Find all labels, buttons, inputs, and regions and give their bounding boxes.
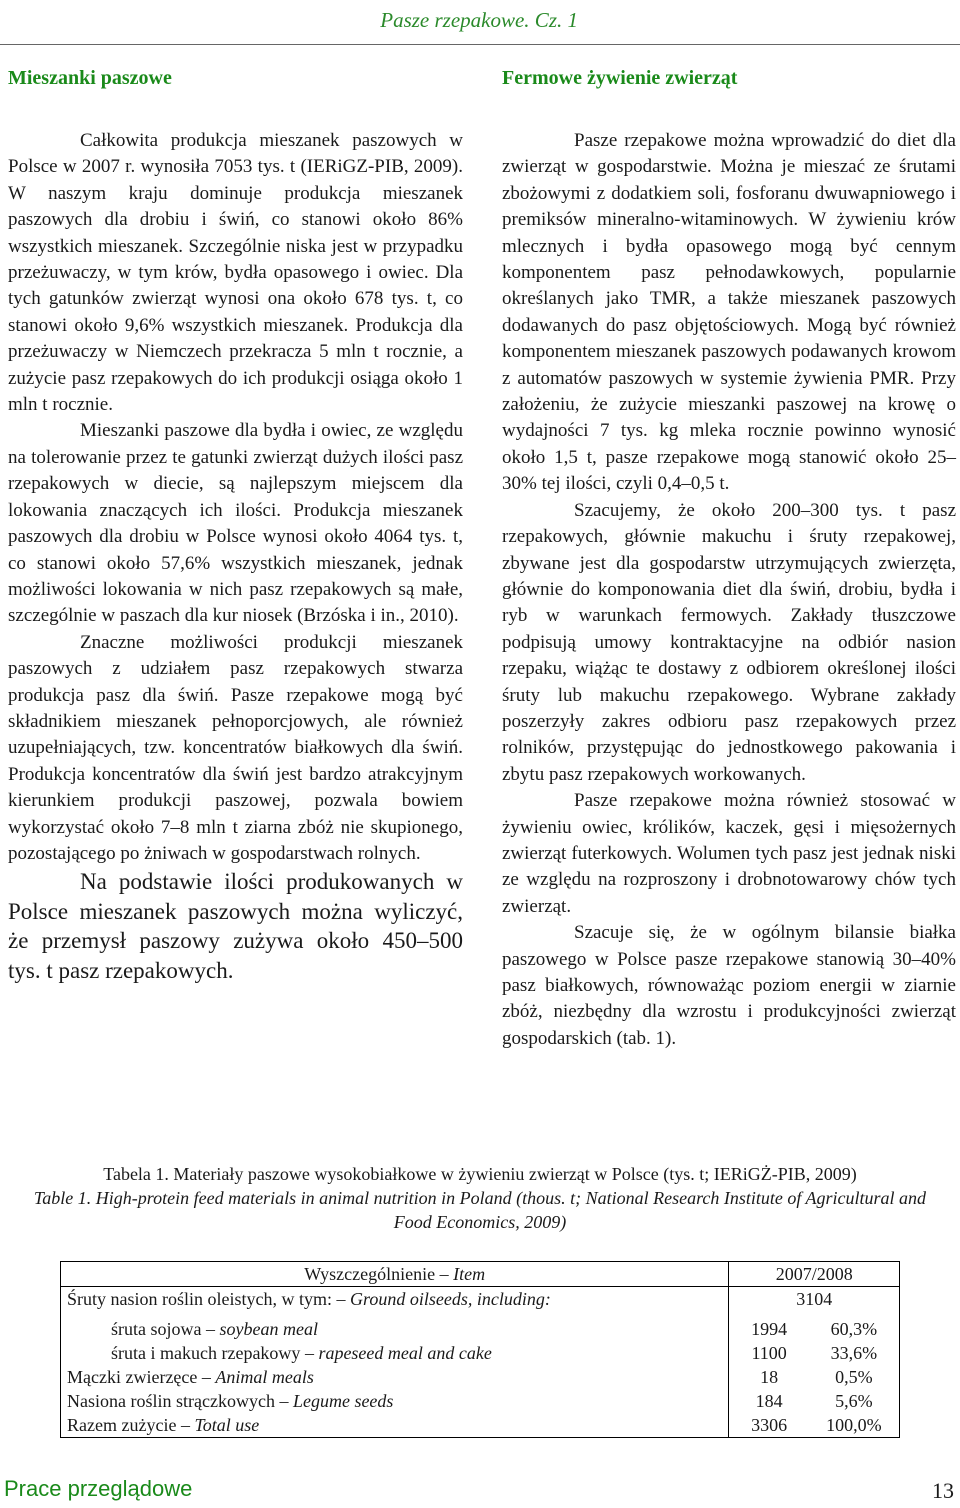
section-heading-feed-mixtures: Mieszanki paszowe: [8, 67, 172, 89]
row-label: śruta sojowa – soybean meal: [61, 1317, 729, 1341]
row-percent: 33,6%: [830, 1342, 878, 1363]
table-row: [61, 1389, 900, 1413]
row-percent: 5,6%: [835, 1390, 873, 1411]
row-label-en: Legume seeds: [292, 1390, 394, 1411]
header-item-pl: Wyszczególnienie: [304, 1263, 436, 1284]
row-label: Razem zużycie – Total use: [61, 1413, 729, 1438]
row-label-pl: Nasiona roślin strączkowych: [67, 1390, 275, 1411]
row-label-pl: śruta sojowa: [111, 1318, 202, 1339]
paragraph: Pasze rzepakowe można również stosować w żywieniu owiec, królików, kaczek, gęsi i mięsożernych zwierząt futerkowych. Wolumen tych pasz jest jednak niski ze względu na rozproszony i drobnotowarowy chów tych zwierząt.: [502, 790, 956, 917]
row-label-en: Total use: [194, 1414, 260, 1435]
table-caption: [30, 1162, 930, 1234]
paragraph: Całkowita produkcja mieszanek paszowych w Polsce w 2007 r. wynosiła 7053 tys. t (IERiGZ-PIB, 2009). W naszym kraju dominuje produkcja mieszanek paszowych dla drobiu i świń, co stanowi około 86% wszystkich mieszanek. Szczególnie niska jest w przypadku przeżuwaczy, w tym krów, bydła opasowego i owiec. Dla tych gatunków zwierząt wynosi ona około 678 tys. t, co stanowi około 9,6% wszystkich mieszanek. Produkcja dla przeżuwaczy w Niemczech przekracza 5 mln t rocznie, a zużycie pasz rzepakowych do ich produkcji osiąga około 1 mln t rocznie.: [8, 130, 463, 416]
row-label-en: Animal meals: [215, 1366, 314, 1387]
footer-section-label: Prace przeglądowe: [4, 1476, 193, 1501]
table-header-row: [61, 1262, 900, 1287]
row-percent: 0,5%: [835, 1366, 873, 1387]
table-caption-en: Table 1. High-protein feed materials in animal nutrition in Poland (thous. t; National Research Institute of Agricultural and Food Economics, 2009): [33, 1188, 927, 1232]
paragraph: Szacuje się, że w ogólnym bilansie białka paszowego w Polsce pasze rzepakowe stanowią 30–40% pasz białkowych, równoważąc poziom energii w ziarnie zbóż, niezbędny dla wzrostu i produkcyjności zwierząt gospodarskich (tab. 1).: [502, 922, 956, 1049]
left-column: [8, 66, 463, 985]
paragraph: Znaczne możliwości produkcji mieszanek paszowych z udziałem pasz rzepakowych stwarza produkcja pasz dla świń. Pasze rzepakowe mogą być składnikiem mieszanek pełnoporcjowych, ale również uzupełniających, tzw. koncentratów białkowych dla świń. Produkcja koncentratów dla świń jest bardzo atrakcyjnym kierunkiem produkcji paszowej, pozwala bowiem wykorzystać około 7–8 mln t ziarna zbóż nie skupionego, pozostającego po żniwach w gospodarstwach rolnych.: [8, 631, 463, 864]
table-row: [61, 1317, 900, 1341]
row-value: 3306: [751, 1414, 788, 1435]
table-caption-pl: Tabela 1. Materiały paszowe wysokobiałkowe w żywieniu zwierząt w Polsce (tys. t; IERiGŻ-PIB, 2009): [103, 1164, 857, 1184]
row-label: Mączki zwierzęce – Animal meals: [61, 1365, 729, 1389]
row-label-pl: Śruty nasion roślin oleistych, w tym:: [67, 1288, 332, 1309]
row-label: Nasiona roślin strączkowych – Legume seeds: [61, 1389, 729, 1413]
row-value: 1100: [751, 1342, 787, 1363]
feed-materials-table: [60, 1261, 900, 1438]
table-row-total: [61, 1413, 900, 1438]
header-rule: [0, 44, 960, 45]
table-row: [61, 1287, 900, 1312]
row-label-en: soybean meal: [219, 1318, 318, 1339]
row-value: 184: [755, 1390, 783, 1411]
row-label-en: Ground oilseeds, including:: [350, 1288, 551, 1309]
table-row: [61, 1365, 900, 1389]
row-value: 1994: [751, 1318, 788, 1339]
header-item-cell: Wyszczególnienie – Item: [61, 1262, 729, 1287]
row-percent: 60,3%: [830, 1318, 878, 1339]
row-label: Śruty nasion roślin oleistych, w tym: – Ground oilseeds, including:: [61, 1287, 729, 1312]
section-heading-farm-feeding: Fermowe żywienie zwierząt: [502, 67, 738, 89]
row-value: 3104: [796, 1288, 833, 1309]
paragraph: Mieszanki paszowe dla bydła i owiec, ze względu na tolerowanie przez te gatunki zwierząt dużych ilości pasz rzepakowych w diecie, są najlepszym miejscem dla lokowania znaczących ich ilości. Produkcja mieszanek paszowych dla drobiu w Polsce wynosi około 4064 tys. t, co stanowi około 57,6% wszystkich mieszanek, jednak możliwości lokowania w nich pasz rzepakowych są małe, szczególnie w paszach dla kur niosek (Brzóska i in., 2010).: [8, 420, 463, 627]
row-value: 18: [760, 1366, 779, 1387]
paragraph-summary: Na podstawie ilości produkowanych w Polsce mieszanek paszowych można wyliczyć, że przemysł paszowy zużywa około 450–500 tys. t pasz rzepakowych.: [8, 869, 463, 983]
paragraph: Szacujemy, że około 200–300 tys. t pasz rzepakowych, głównie makuchu i śruty rzepakowej, zbywane jest dla gospodarstw utrzymujących zwierzęta, głównie do komponowania diet dla świń, drobiu, bydła i ryb w warunkach fermowych. Zakłady tłuszczowe podpisują umowy kontraktacyjne na odbiór nasion rzepaku, wiążąc te dostawy z odbiorem określonej ilości śruty lub makuchu rzepakowego. Wybrane zakłady poszerzyły zakres odbioru pasz rzepakowych przez rolników, przystępując do jednostkowego pakowania i zbytu pasz rzepakowych workowanych.: [502, 499, 956, 785]
header-year-cell: 2007/2008: [729, 1262, 900, 1287]
paragraph: Pasze rzepakowe można wprowadzić do diet dla zwierząt w gospodarstwie. Można je mieszać ze śrutami zbożowymi z dodatkiem soli, fosforanu dwuwapniowego i premiksów mineralno-witaminowych. W żywieniu krów mlecznych i bydła opasowego mogą być cennym komponentem pasz pełnodawkowych, popularnie określanych jako TMR, a także mieszanek paszowych dodawanych do pasz objętościowych. Mogą być również komponentem mieszanek paszowych podawanych krowom z automatów paszowych w systemie żywienia PMR. Przy założeniu, że zużycie mieszanki paszowej na krowę o wydajności 7 tys. kg mleka rocznie powinno wynosić około 1,5 t, pasze rzepakowe mogą stanowić około 25–30% tej ilości, czyli 0,4–0,5 t.: [502, 130, 956, 495]
row-label: śruta i makuch rzepakowy – rapeseed meal and cake: [61, 1341, 729, 1365]
row-label-en: rapeseed meal and cake: [318, 1342, 492, 1363]
row-label-pl: Razem zużycie: [67, 1414, 177, 1435]
header-item-en: Item: [453, 1263, 486, 1284]
row-percent: 100,0%: [826, 1414, 882, 1435]
table-row: [61, 1341, 900, 1365]
right-column: [502, 66, 956, 1052]
row-label-pl: Mączki zwierzęce: [67, 1366, 198, 1387]
running-title: Pasze rzepakowe. Cz. 1: [380, 8, 578, 32]
page-number: 13: [932, 1478, 954, 1503]
row-label-pl: śruta i makuch rzepakowy: [111, 1342, 301, 1363]
